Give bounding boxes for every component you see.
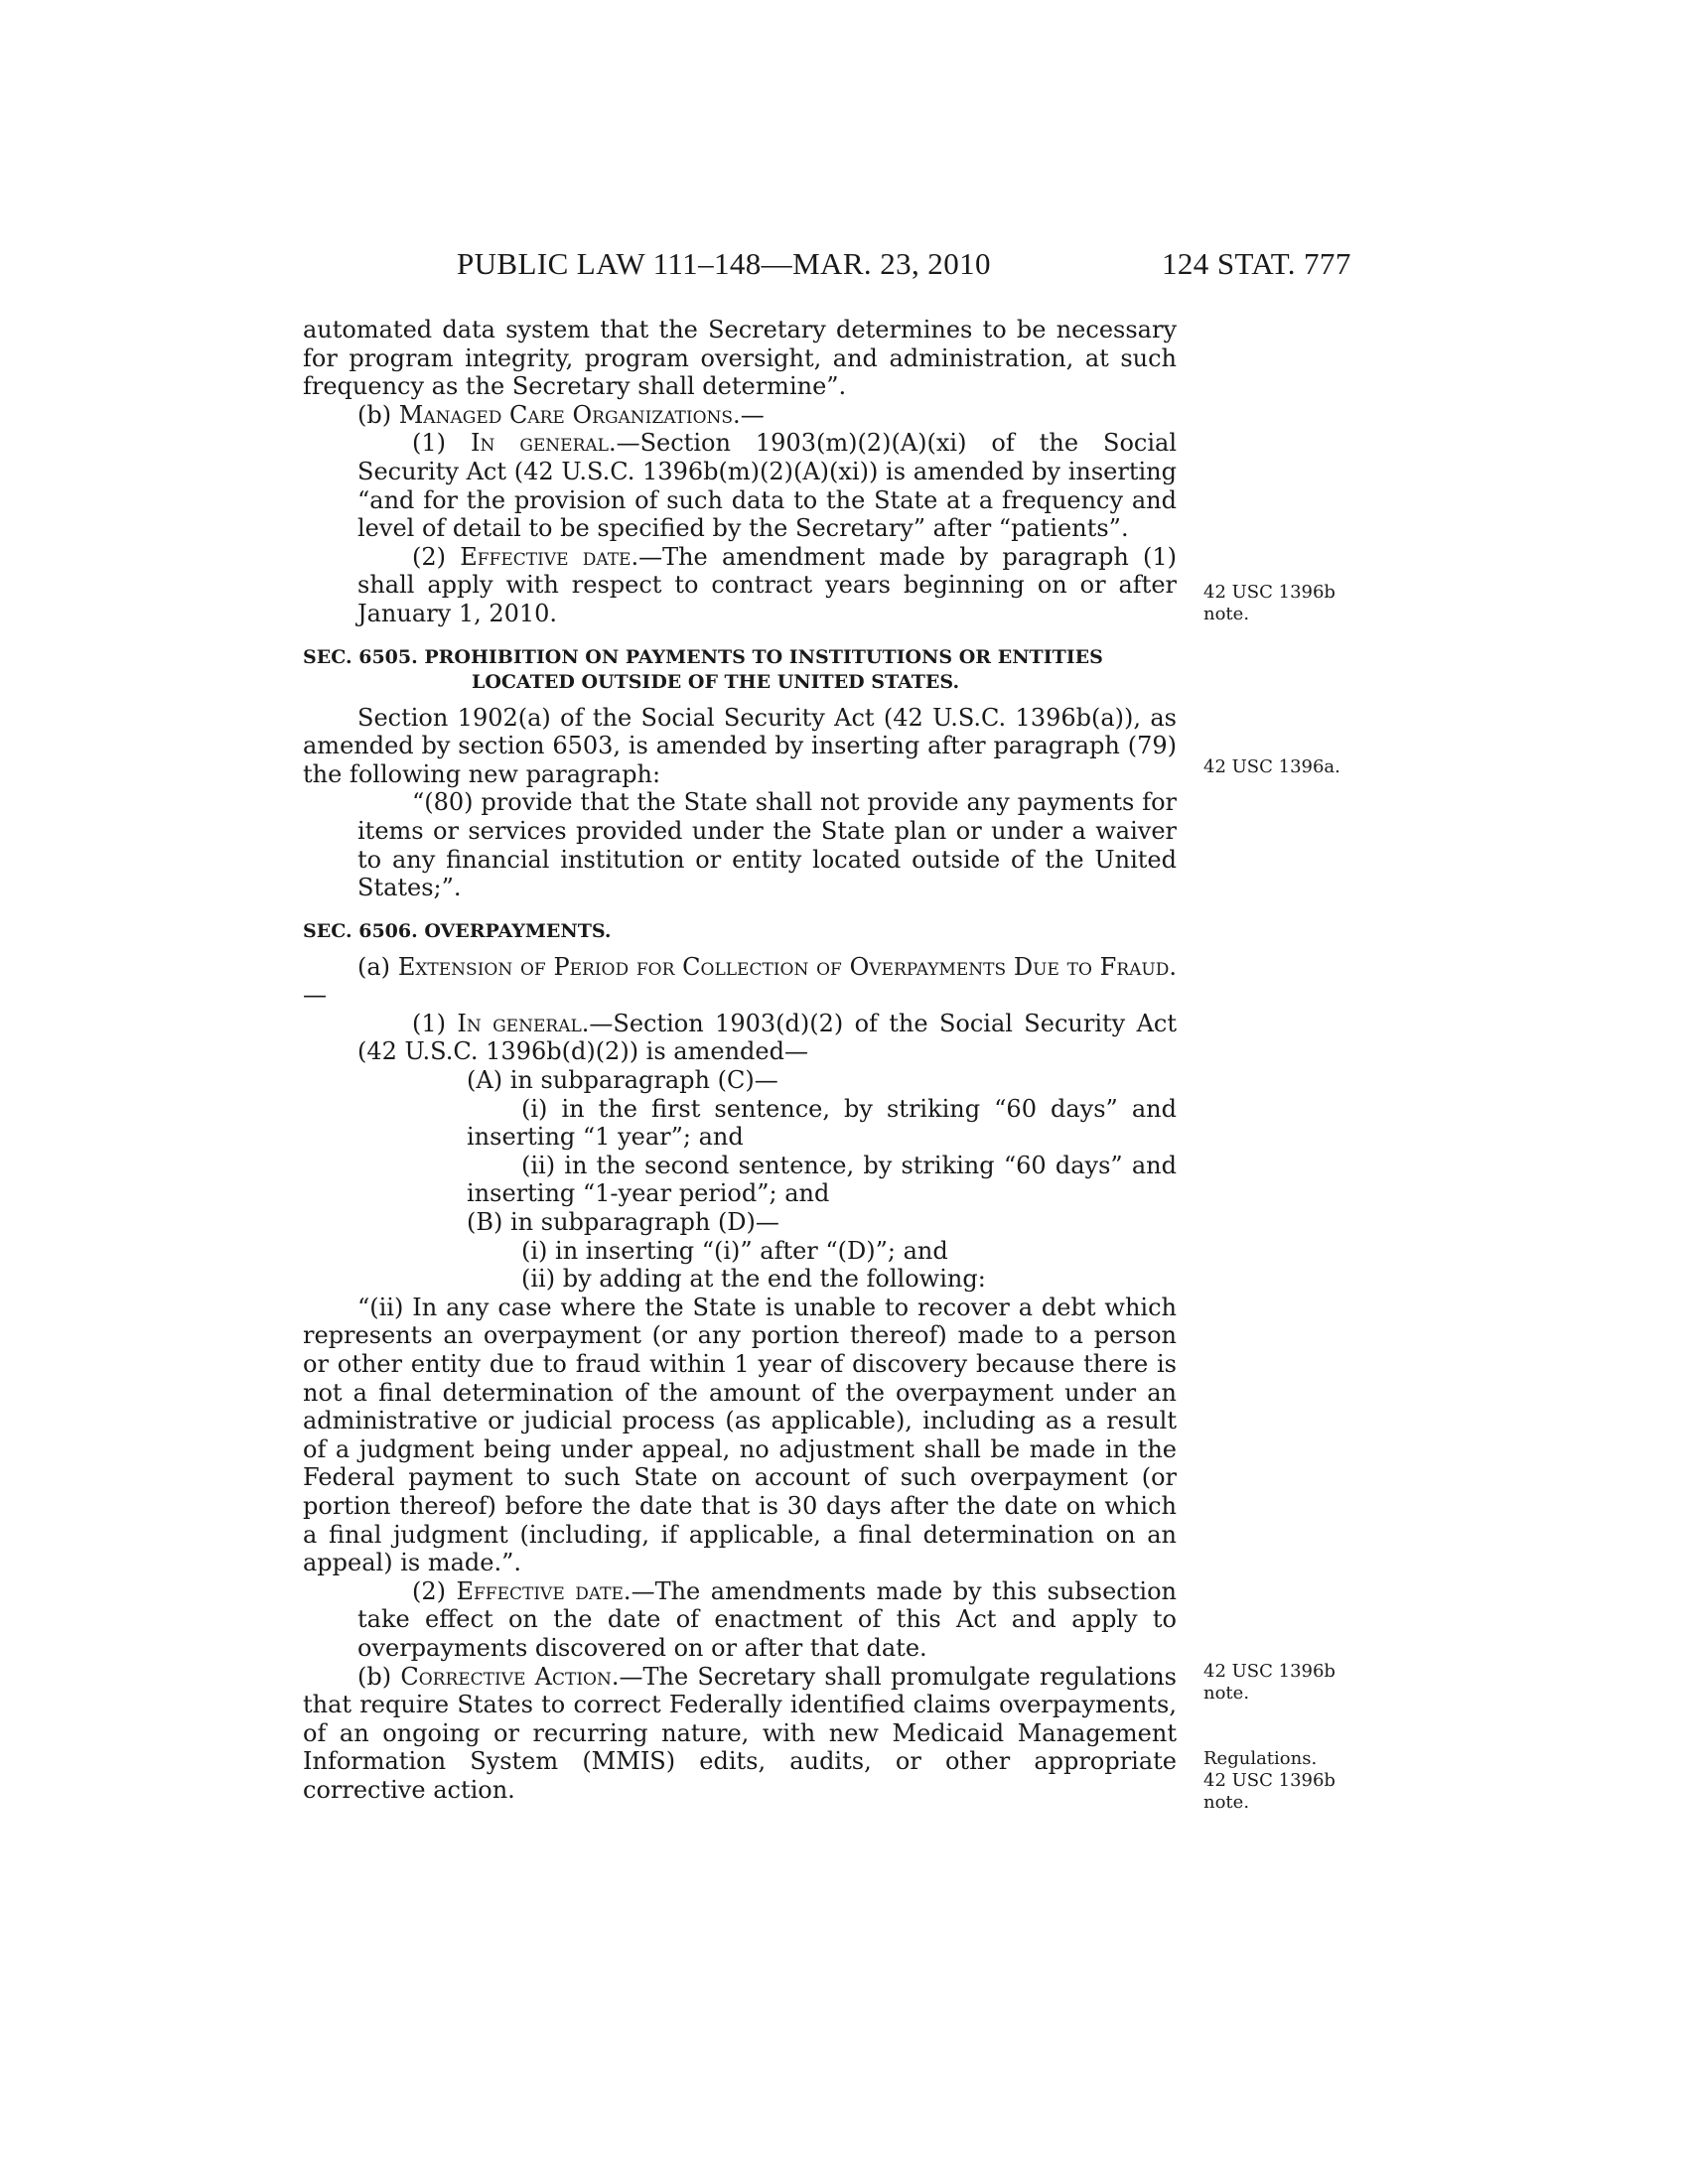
- clause-a-i: (i) in the first sentence, by striking “60 days” and inserting “1 year”; and: [467, 1094, 1177, 1152]
- clause-b-i: (i) in inserting “(i)” after “(D)”; and: [521, 1236, 948, 1265]
- margin-note-1: [1203, 582, 1352, 625]
- paragraph-b1-heading: In general.: [470, 429, 617, 458]
- margin-note-4-line1: Regulations.: [1203, 1748, 1318, 1769]
- corrective-action-number: (b): [357, 1662, 392, 1691]
- margin-note-2-line1: 42 USC 1396a.: [1203, 756, 1340, 777]
- subsection-a-title: Extension of Period for Collection of Overpayments Due to Fraud.: [397, 952, 1177, 981]
- corrective-action-heading: Corrective Action.: [400, 1662, 620, 1691]
- paragraph-b1-text: Section 1903(m)(2)(A)(xi) of the Social Security Act (42 U.S.C. 1396b(m)(2)(A)(xi)) is amended by inserting “and for the provision of such data to the State at a frequency and level of detail to be specified by the Secretary” after “patients”.: [357, 429, 1177, 543]
- margin-note-3: [1203, 1661, 1352, 1705]
- paragraph-a2-number: (2): [412, 1576, 446, 1605]
- paragraph-b2-heading: Effective date.: [460, 542, 639, 571]
- running-head-page-number: 124 STAT. 777: [1162, 246, 1351, 281]
- paragraph-a2: (2) Effective date.—The amendments made by this subsection take effect on the date of enactment of this Act and apply to overpayments discovered on or after that date.: [357, 1576, 1177, 1662]
- clause-b-ii: (ii) by adding at the end the following:: [521, 1265, 986, 1294]
- margin-note-4-line2: 42 USC 1396b: [1203, 1770, 1336, 1791]
- subsection-a-heading: (a) Extension of Period for Collection of Overpayments Due to Fraud.—: [303, 952, 1177, 1010]
- clause-a-ii: (ii) in the second sentence, by striking “60 days” and inserting “1-year period”; and: [467, 1151, 1177, 1208]
- margin-note-2: [1203, 756, 1352, 778]
- section-6506-heading: SEC. 6506. OVERPAYMENTS.: [303, 919, 612, 942]
- paragraph-a2-heading: Effective date.: [456, 1576, 632, 1605]
- margin-note-1-line1: 42 USC 1396b: [1203, 582, 1336, 603]
- subsection-a-number: (a): [357, 952, 391, 981]
- corrective-action-text: The Secretary shall promulgate regulations that require States to correct Federally identified claims overpayments, of an ongoing or recurring nature, with new Medicaid Management Information System (MMIS) edits, audits, or other appropriate corrective action.: [303, 1662, 1177, 1804]
- paragraph-a1-text: Section 1903(d)(2) of the Social Security Act (42 U.S.C. 1396b(d)(2)) is amended—: [357, 1009, 1177, 1066]
- paragraph-b2-number: (2): [412, 542, 446, 571]
- running-head-title: PUBLIC LAW 111–148—MAR. 23, 2010: [457, 246, 991, 281]
- subsection-b-heading: (b) Managed Care Organizations.—: [357, 400, 765, 429]
- subparagraph-a: (A) in subparagraph (C)—: [467, 1066, 778, 1095]
- subsection-corrective-action: (b) Corrective Action.—The Secretary shall promulgate regulations that require States to correct Federally identified claims overpayments, of an ongoing or recurring nature, with new Medicaid Management Information System (MMIS) edits, audits, or other appropriate corrective action.: [303, 1662, 1177, 1804]
- margin-note-4-line3: note.: [1203, 1792, 1250, 1813]
- margin-note-3-line1: 42 USC 1396b: [1203, 1661, 1336, 1682]
- running-head: [0, 246, 1688, 286]
- quoted-clause-ii: “(ii) In any case where the State is unable to recover a debt which represents an overpayment (or any portion thereof) made to a person or other entity due to fraud within 1 year of discovery because there is not a final determination of the amount of the overpayment under an administrative or judicial process (as applicable), including as a result of a judgment being under appeal, no adjustment shall be made in the Federal payment to such State on account of such overpayment (or portion thereof) before the date that is 30 days after the date on which a final judgment (including, if applicable, a final determination on an appeal) is made.”.: [303, 1293, 1177, 1577]
- section-6505-heading: [303, 645, 1177, 695]
- paragraph-b2: (2) Effective date.—The amendment made by paragraph (1) shall apply with respect to contract years beginning on or after January 1, 2010.: [357, 542, 1177, 627]
- section-6505-heading-line2: LOCATED OUTSIDE OF THE UNITED STATES.: [472, 670, 960, 693]
- body-text: [303, 316, 1177, 1805]
- paragraph-a1-heading: In general.: [457, 1009, 590, 1037]
- paragraph-a1-number: (1): [412, 1009, 446, 1037]
- paragraph-a1: (1) In general.—Section 1903(d)(2) of the Social Security Act (42 U.S.C. 1396b(d)(2)) is amended—: [357, 1009, 1177, 1066]
- paragraph-b1-number: (1): [412, 429, 446, 458]
- section-6505-quoted-paragraph: “(80) provide that the State shall not provide any payments for items or services provided under the State plan or under a waiver to any financial institution or entity located outside of the United States;”.: [357, 788, 1177, 902]
- continued-paragraph: automated data system that the Secretary determines to be necessary for program integrity, program oversight, and administration, at such frequency as the Secretary shall determine”.: [303, 316, 1177, 401]
- subparagraph-b: (B) in subparagraph (D)—: [467, 1208, 779, 1237]
- paragraph-b1: (1) In general.—Section 1903(m)(2)(A)(xi) of the Social Security Act (42 U.S.C. 1396b(m)(2)(A)(xi)) is amended by inserting “and for the provision of such data to the State at a frequency and level of detail to be specified by the Secretary” after “patients”.: [357, 429, 1177, 543]
- margin-note-1-line2: note.: [1203, 604, 1250, 624]
- margin-note-3-line2: note.: [1203, 1683, 1250, 1704]
- paragraph-b2-text: The amendment made by paragraph (1) shall apply with respect to contract years beginning on or after January 1, 2010.: [357, 542, 1177, 627]
- section-6505-text: Section 1902(a) of the Social Security Act (42 U.S.C. 1396b(a)), as amended by section 6503, is amended by inserting after paragraph (79) the following new paragraph:: [303, 703, 1177, 788]
- subsection-b-number: (b): [357, 400, 392, 429]
- section-6505-heading-line1: SEC. 6505. PROHIBITION ON PAYMENTS TO INSTITUTIONS OR ENTITIES: [303, 645, 1103, 668]
- paragraph-a2-text: The amendments made by this subsection take effect on the date of enactment of this Act and apply to overpayments discovered on or after that date.: [357, 1576, 1177, 1662]
- subsection-b-title: Managed Care Organizations.: [398, 400, 741, 429]
- margin-note-4: [1203, 1748, 1352, 1814]
